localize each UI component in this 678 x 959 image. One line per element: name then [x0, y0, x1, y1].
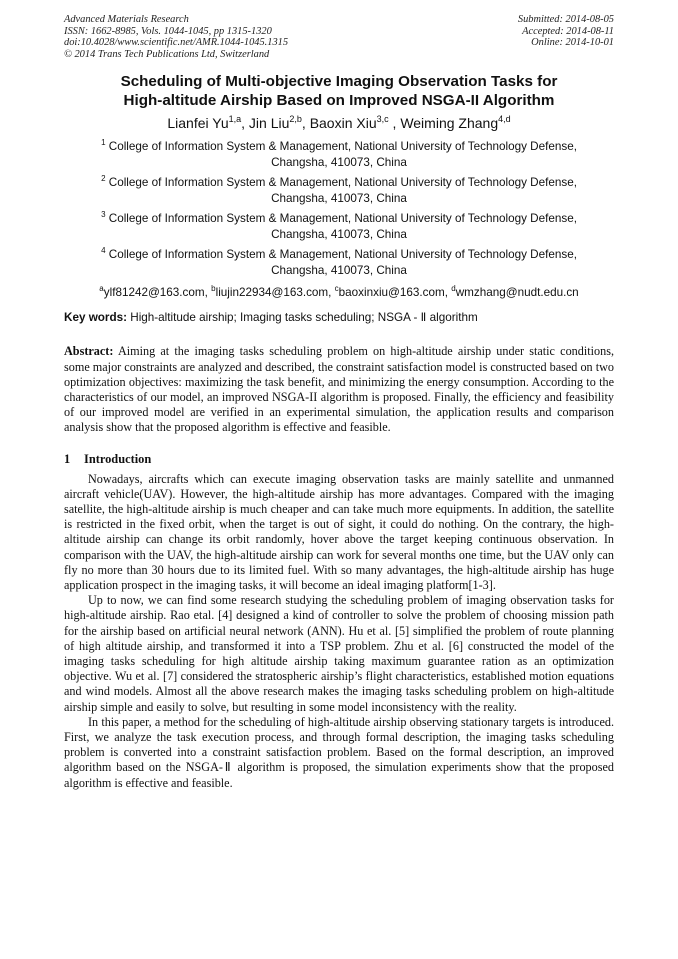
affiliation-line-1: College of Information System & Management, National University of Technology Defense, — [108, 176, 577, 190]
title-line-1: Scheduling of Multi-objective Imaging Observation Tasks for — [120, 73, 558, 91]
author-name: Lianfei Yu — [167, 115, 229, 132]
journal-issn: ISSN: 1662-8985, Vols. 1044-1045, pp 1315-1320 — [64, 25, 272, 37]
affiliation-sup: 3 — [101, 210, 106, 220]
abstract — [64, 344, 614, 435]
author-emails — [64, 285, 614, 300]
affiliation-1 — [64, 139, 614, 170]
section-number: 1 — [64, 451, 71, 466]
author-name: Jin Liu — [248, 115, 290, 132]
email-separator: , — [204, 286, 212, 300]
affiliation-3 — [64, 211, 614, 242]
section-heading — [64, 452, 614, 467]
affiliation-2 — [64, 175, 614, 206]
affiliation-sup: 4 — [101, 246, 106, 256]
body-paragraph: In this paper, a method for the scheduling of high-altitude airship observing stationary targets is introduced. First, we analyze the task execution process, and through formal description, the imaging tasks scheduling problem is converted into a constraint satisfaction problem. Based on the formal description, an improved algorithm based on the NSGA-Ⅱ algorithm is proposed, the simulation experiments show that the proposed algorithm is effective and feasible. — [64, 714, 614, 790]
author-name: Weiming Zhang — [400, 115, 499, 132]
keywords — [64, 310, 614, 325]
email-separator: , — [444, 286, 452, 300]
abstract-text: Aiming at the imaging tasks scheduling problem on high-altitude airship under static conditions, some major constraints are analyzed and described, the constraint satisfaction model is constructed based on two optimization objectives: maximizing the task benefit, and minimizing the energy consumption. According to the characteristics of our model, an improved NSGA-II algorithm is proposed. Finally, the efficiency and feasibility of our improved model are verified in an experimental simulation, the application results and comparison analysis show that the proposed algorithm is effective and feasible. — [64, 344, 614, 435]
keywords-text: High-altitude airship; Imaging tasks scheduling; NSGA - Ⅱ algorithm — [127, 311, 478, 325]
affiliation-4 — [64, 247, 614, 278]
affiliation-line-2: Changsha, 410073, China — [271, 155, 407, 169]
affiliation-line-1: College of Information System & Management, National University of Technology Defense, — [108, 248, 577, 262]
journal-copyright: © 2014 Trans Tech Publications Ltd, Switzerland — [64, 48, 270, 60]
author-separator: , — [388, 115, 401, 132]
body-paragraph: Nowadays, aircrafts which can execute imaging observation tasks are mainly satellite and unmanned aircraft vehicle(UAV). However, the high-altitude airship has more advantages. Compared with the imaging satellite, the high-altitude airship is much cheaper and can take much more equipments. In addition, the satellite is restricted in the fixed orbit, when the target is out of sight, it could do nothing. On the contrary, the high-altitude airship can change its orbit randomly, hover above the target keeping continuous observation. In comparison with the UAV, the high-altitude airship can work for several months one time, but the UAV only can fly no more than 30 hours due to its limited fuel. With so many advantages, the high-altitude airship has huge application prospect in the imaging tasks, it will become an ideal imaging platform[1-3]. — [64, 471, 614, 593]
email-sup: c — [334, 284, 339, 294]
author-sup: 3,c — [376, 114, 389, 125]
paper-title — [64, 72, 614, 110]
email-separator: , — [328, 286, 335, 300]
author-separator: , — [241, 115, 249, 132]
submitted-date: Submitted: 2014-08-05 — [517, 14, 614, 25]
author-sup: 4,d — [498, 114, 511, 125]
accepted-date: Accepted: 2014-08-11 — [522, 25, 614, 37]
affiliation-sup: 2 — [101, 174, 106, 184]
email-address[interactable]: ylf81242@163.com — [103, 286, 205, 300]
title-line-2: High-altitude Airship Based on Improved NSGA-II Algorithm — [123, 92, 555, 110]
author-sup: 2,b — [289, 114, 302, 125]
journal-name: Advanced Materials Research — [64, 14, 189, 25]
online-date: Online: 2014-10-01 — [531, 37, 614, 49]
author-sup: 1,a — [228, 114, 242, 125]
email-sup: a — [99, 284, 104, 294]
author-list — [64, 114, 614, 133]
publication-dates — [518, 14, 614, 60]
author-separator: , — [301, 115, 310, 132]
email-address[interactable]: liujin22934@163.com — [215, 286, 329, 300]
journal-header — [64, 14, 614, 60]
body-paragraph: Up to now, we can find some research studying the scheduling problem of imaging observation tasks for high-altitude airship. Rao etal. [4] designed a kind of controller to solve the problem of choosing mission path for the airship based on artificial neural network (ANN). Hu et al. [5] simplified the problem of route planning of high altitude airship, and transformed it into a TSP problem. Zhu et al. [6] constructed the model of the imaging tasks scheduling for high altitude airship taking maximum guarantee ration as an optimization objective. Wu et al. [7] considered the stratospheric airship’s flight characteristics, established motion equations and wind models. Almost all the above research makes the imaging tasks scheduling problem on high-altitude airship simple and easily to solve, but resulting in some model inconsistency with the reality. — [64, 593, 614, 714]
email-address[interactable]: wmzhang@nudt.edu.cn — [455, 286, 579, 300]
email-sup: b — [211, 284, 216, 294]
journal-info — [64, 14, 288, 60]
affiliation-line-1: College of Information System & Management, National University of Technology Defense, — [108, 212, 577, 226]
author-name: Baoxin Xiu — [309, 115, 377, 132]
affiliation-sup: 1 — [101, 138, 106, 148]
section-title: Introduction — [84, 451, 152, 466]
affiliation-line-1: College of Information System & Management, National University of Technology Defense, — [108, 140, 577, 154]
keywords-label: Key words: — [64, 311, 127, 325]
abstract-label: Abstract: — [64, 344, 114, 359]
affiliation-line-2: Changsha, 410073, China — [271, 227, 407, 241]
affiliation-line-2: Changsha, 410073, China — [271, 263, 407, 277]
affiliation-line-2: Changsha, 410073, China — [271, 191, 407, 205]
email-address[interactable]: baoxinxiu@163.com — [338, 286, 445, 300]
email-sup: d — [451, 284, 456, 294]
journal-doi: doi:10.4028/www.scientific.net/AMR.1044-1045.1315 — [64, 37, 289, 49]
